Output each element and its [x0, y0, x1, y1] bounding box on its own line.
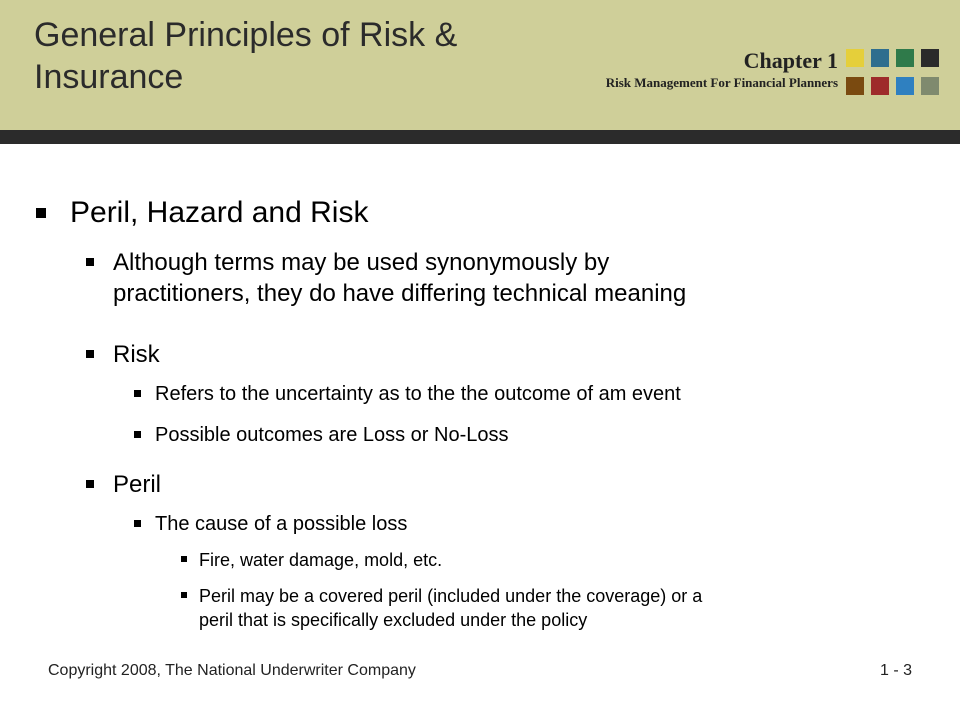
- square-bullet-icon: [86, 480, 94, 488]
- color-square: [871, 77, 889, 95]
- slide-title: [34, 14, 554, 98]
- bullet-text-line-2: practitioners, they do have differing technical meaning: [113, 280, 687, 307]
- bullet-text: Refers to the uncertainty as to the the outcome of am event: [155, 383, 681, 405]
- bullet-text: Peril: [113, 471, 162, 498]
- square-bullet-icon: [36, 208, 46, 218]
- bullet-level-3: [134, 511, 407, 537]
- bullet-level-2: [86, 339, 160, 370]
- bullet-text-line-1: Although terms may be used synonymously by: [113, 249, 610, 276]
- bullet-level-3: [134, 381, 681, 407]
- square-bullet-icon: [181, 592, 187, 598]
- bullet-text-line-1: Peril may be a covered peril (included under the coverage) or a: [199, 586, 703, 606]
- slide-number: 1 - 3: [879, 662, 912, 679]
- bullet-level-3: [134, 422, 509, 448]
- chapter-title: Chapter 1: [743, 48, 838, 73]
- slide-title-line-2: Insurance: [34, 58, 184, 96]
- bullet-level-4: [181, 584, 702, 632]
- bullet-text: The cause of a possible loss: [155, 513, 408, 535]
- color-square: [921, 77, 939, 95]
- copyright-footer: Copyright 2008, The National Underwriter Company: [48, 662, 416, 679]
- color-square: [846, 49, 864, 67]
- chapter-label: [606, 48, 838, 92]
- square-bullet-icon: [86, 350, 94, 358]
- square-bullet-icon: [86, 258, 94, 266]
- bullet-text-line-2: peril that is specifically excluded under the policy: [199, 610, 588, 630]
- header-divider: [0, 130, 960, 144]
- color-square: [871, 49, 889, 67]
- slide-header: [0, 0, 960, 130]
- bullet-text: Risk: [113, 341, 160, 368]
- bullet-text: Possible outcomes are Loss or No-Loss: [155, 424, 509, 446]
- color-square: [896, 49, 914, 67]
- bullet-text: [199, 584, 702, 632]
- square-bullet-icon: [181, 556, 187, 562]
- square-bullet-icon: [134, 431, 141, 438]
- square-bullet-icon: [134, 390, 141, 397]
- square-bullet-icon: [134, 520, 141, 527]
- bullet-text: Peril, Hazard and Risk: [70, 196, 369, 229]
- color-squares-logo: [846, 49, 939, 95]
- bullet-level-2: [86, 469, 161, 500]
- color-square: [846, 77, 864, 95]
- bullet-text: [113, 247, 686, 309]
- bullet-level-2: [86, 247, 686, 309]
- chapter-subtitle: Risk Management For Financial Planners: [605, 75, 838, 90]
- bullet-level-4: [181, 548, 442, 572]
- slide-title-line-1: General Principles of Risk &: [34, 16, 458, 54]
- bullet-text: Fire, water damage, mold, etc.: [199, 550, 443, 570]
- color-square: [896, 77, 914, 95]
- color-square: [921, 49, 939, 67]
- bullet-level-1: [36, 195, 368, 231]
